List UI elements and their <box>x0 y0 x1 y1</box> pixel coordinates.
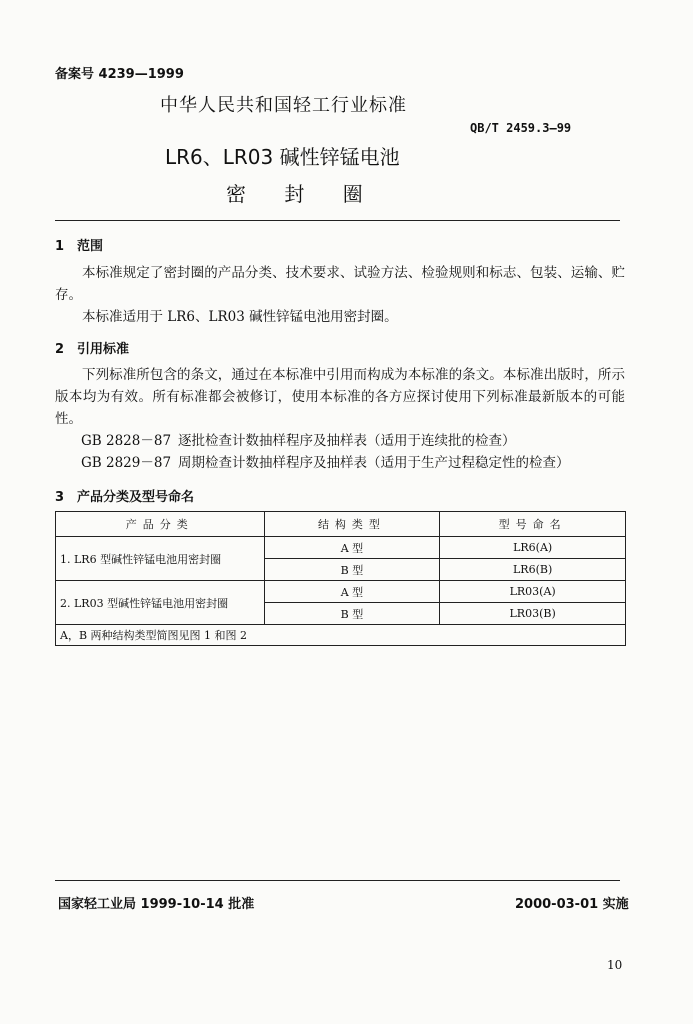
document-subtitle: 密 封 圈 <box>226 182 379 206</box>
section-1-heading: 1 范围 <box>55 239 104 254</box>
reference-2-title: 周期检查计数抽样程序及抽样表（适用于生产过程稳定性的检查） <box>178 455 570 471</box>
product-category-cell: 1. LR6 型碱性锌锰电池用密封圈 <box>56 537 265 581</box>
filing-number: 备案号 4239—1999 <box>55 67 184 82</box>
document-title: LR6、LR03 碱性锌锰电池 <box>165 145 400 169</box>
structure-type-cell: A 型 <box>264 537 440 559</box>
table-note: A，B 两种结构类型简图见图 1 和图 2 <box>56 625 626 646</box>
industry-standard-title: 中华人民共和国轻工行业标准 <box>160 95 407 116</box>
structure-type-cell: B 型 <box>264 559 440 581</box>
model-name-cell: LR03(B) <box>440 603 626 625</box>
structure-type-cell: A 型 <box>264 581 440 603</box>
model-name-cell: LR03(A) <box>440 581 626 603</box>
approval-line: 国家轻工业局 1999-10-14 批准 <box>58 897 255 912</box>
section-1-paragraph-1: 本标准规定了密封圈的产品分类、技术要求、试验方法、检验规则和标志、包装、运输、贮存。 <box>55 265 625 303</box>
table-header-cell: 结构类型 <box>264 512 440 537</box>
section-2-paragraph: 下列标准所包含的条文，通过在本标准中引用而构成为本标准的条文。本标准出版时，所示版本均为有效。所有标准都会被修订，使用本标准的各方应探讨使用下列标准最新版本的可能性。 <box>55 367 625 427</box>
classification-table <box>55 511 626 646</box>
table-row <box>56 537 626 559</box>
table-note-row <box>56 625 626 646</box>
table-header-cell: 型号命名 <box>440 512 626 537</box>
product-category-cell: 2. LR03 型碱性锌锰电池用密封圈 <box>56 581 265 625</box>
section-3-heading: 3 产品分类及型号命名 <box>55 490 195 505</box>
section-1-paragraph-2: 本标准适用于 LR6、LR03 碱性锌锰电池用密封圈。 <box>82 309 398 325</box>
section-2-heading: 2 引用标准 <box>55 342 130 357</box>
page-number: 10 <box>607 958 623 972</box>
model-name-cell: LR6(A) <box>440 537 626 559</box>
structure-type-cell: B 型 <box>264 603 440 625</box>
table-header-row <box>56 512 626 537</box>
model-name-cell: LR6(B) <box>440 559 626 581</box>
header-divider <box>55 220 620 221</box>
reference-1-title: 逐批检查计数抽样程序及抽样表（适用于连续批的检查） <box>178 433 516 449</box>
effective-date: 2000-03-01 实施 <box>515 897 629 912</box>
footer-divider <box>55 880 620 881</box>
standard-number: QB/T 2459.3—99 <box>470 121 572 135</box>
table-row <box>56 581 626 603</box>
reference-1-code: GB 2828－87 <box>81 433 172 449</box>
reference-2-code: GB 2829－87 <box>81 455 172 471</box>
table-header-cell: 产品分类 <box>56 512 265 537</box>
